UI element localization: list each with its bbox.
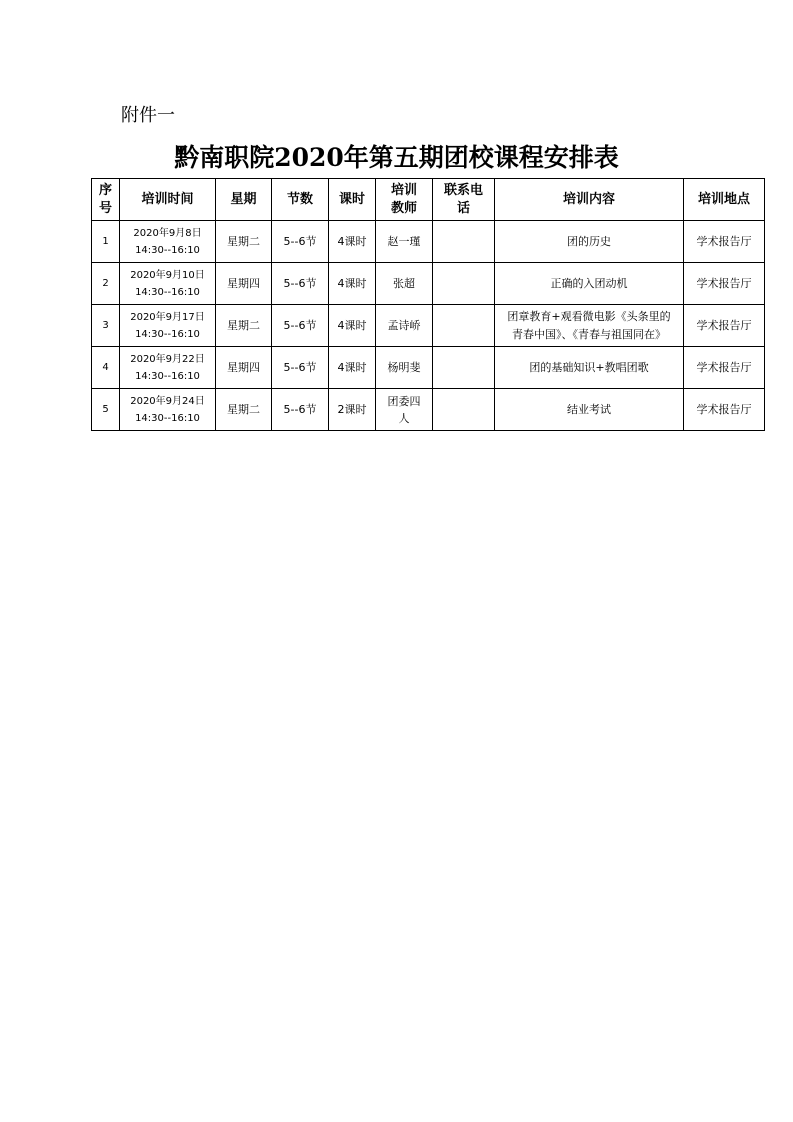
cell-index: 4 <box>92 347 120 389</box>
header-teacher: 培训 教师 <box>376 179 433 221</box>
cell-hours: 4课时 <box>329 263 376 305</box>
table-row <box>92 305 765 347</box>
cell-phone <box>433 347 495 389</box>
cell-location: 学术报告厅 <box>684 389 765 431</box>
cell-weekday: 星期二 <box>216 221 272 263</box>
cell-location: 学术报告厅 <box>684 305 765 347</box>
cell-teacher: 孟诗峤 <box>376 305 433 347</box>
cell-location: 学术报告厅 <box>684 347 765 389</box>
cell-teacher: 张超 <box>376 263 433 305</box>
cell-weekday: 星期二 <box>216 389 272 431</box>
cell-time: 14:30--16:10 <box>135 412 200 424</box>
cell-periods: 5--6节 <box>272 389 329 431</box>
cell-phone <box>433 389 495 431</box>
cell-weekday: 星期四 <box>216 263 272 305</box>
cell-hours: 4课时 <box>329 221 376 263</box>
cell-content: 团的历史 <box>495 221 684 263</box>
header-periods: 节数 <box>272 179 329 221</box>
header-phone: 联系电 话 <box>433 179 495 221</box>
cell-weekday: 星期四 <box>216 347 272 389</box>
cell-time: 14:30--16:10 <box>135 370 200 382</box>
cell-content: 正确的入团动机 <box>495 263 684 305</box>
header-hours: 课时 <box>329 179 376 221</box>
table-row <box>92 221 765 263</box>
cell-teacher: 杨明斐 <box>376 347 433 389</box>
cell-datetime <box>120 263 216 305</box>
cell-datetime <box>120 305 216 347</box>
cell-time: 14:30--16:10 <box>135 286 200 298</box>
cell-phone <box>433 305 495 347</box>
cell-date: 2020年9月22日 <box>130 353 205 365</box>
cell-periods: 5--6节 <box>272 347 329 389</box>
cell-teacher: 赵一瑾 <box>376 221 433 263</box>
cell-teacher: 团委四 人 <box>376 389 433 431</box>
cell-hours: 4课时 <box>329 305 376 347</box>
cell-index: 1 <box>92 221 120 263</box>
table-row <box>92 263 765 305</box>
header-index: 序 号 <box>92 179 120 221</box>
cell-date: 2020年9月17日 <box>130 311 205 323</box>
cell-hours: 4课时 <box>329 347 376 389</box>
cell-index: 2 <box>92 263 120 305</box>
cell-datetime <box>120 347 216 389</box>
cell-periods: 5--6节 <box>272 305 329 347</box>
cell-date: 2020年9月10日 <box>130 269 205 281</box>
cell-datetime <box>120 221 216 263</box>
cell-location: 学术报告厅 <box>684 263 765 305</box>
cell-index: 3 <box>92 305 120 347</box>
cell-index: 5 <box>92 389 120 431</box>
header-weekday: 星期 <box>216 179 272 221</box>
cell-content: 团的基础知识+教唱团歌 <box>495 347 684 389</box>
cell-periods: 5--6节 <box>272 263 329 305</box>
table-row <box>92 347 765 389</box>
cell-phone <box>433 263 495 305</box>
cell-time: 14:30--16:10 <box>135 328 200 340</box>
cell-date: 2020年9月8日 <box>133 227 202 239</box>
cell-phone <box>433 221 495 263</box>
cell-content: 团章教育+观看微电影《头条里的 青春中国》、《青春与祖国同在》 <box>495 305 684 347</box>
cell-date: 2020年9月24日 <box>130 395 205 407</box>
attachment-label: 附件一 <box>121 105 175 126</box>
cell-hours: 2课时 <box>329 389 376 431</box>
page-title: 黔南职院2020年第五期团校课程安排表 <box>174 143 619 172</box>
cell-periods: 5--6节 <box>272 221 329 263</box>
table-header-row <box>92 179 765 221</box>
table-row <box>92 389 765 431</box>
cell-content: 结业考试 <box>495 389 684 431</box>
header-location: 培训地点 <box>684 179 765 221</box>
header-content: 培训内容 <box>495 179 684 221</box>
schedule-table <box>91 178 765 431</box>
cell-datetime <box>120 389 216 431</box>
cell-weekday: 星期二 <box>216 305 272 347</box>
cell-location: 学术报告厅 <box>684 221 765 263</box>
header-time: 培训时间 <box>120 179 216 221</box>
cell-time: 14:30--16:10 <box>135 244 200 256</box>
